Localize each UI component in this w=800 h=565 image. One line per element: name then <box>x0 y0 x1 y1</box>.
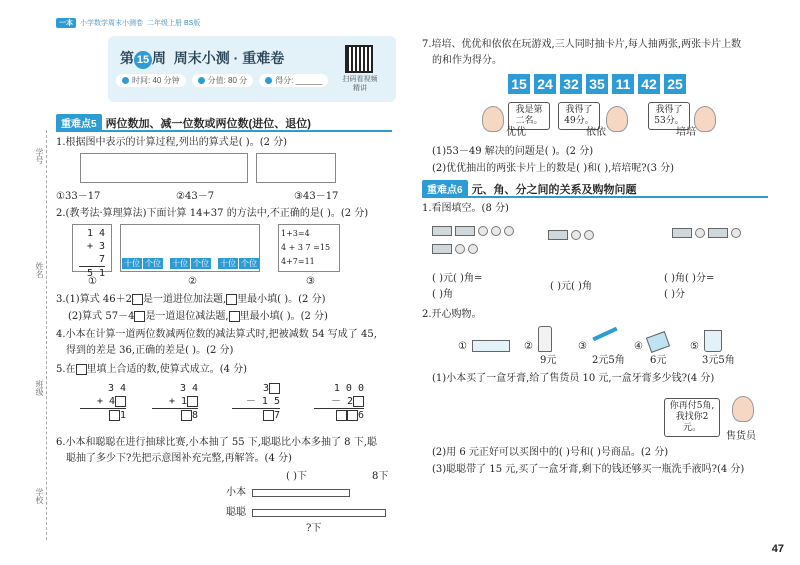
name-youyou: 优优 <box>506 127 526 138</box>
bubble-yiyi: 我得了49分。 <box>558 102 600 130</box>
banknote-icon <box>672 228 692 238</box>
q1-option-3[interactable]: ③43－17 <box>294 191 339 202</box>
q7-cards <box>508 74 690 94</box>
coin-icon <box>504 226 514 236</box>
card: 15 <box>508 74 530 94</box>
q7-sub-2: (2)优优抽出的两张卡片上的数是( )和( ),培培呢?(3 分) <box>432 163 675 174</box>
r2-text: 2.开心购物。 <box>422 309 482 320</box>
week-title: 第 15 周 周末小测 · 重难卷 <box>120 48 284 69</box>
q6-line-2: 聪抽了多少下?先把示意图补充完整,再解答。(4 分) <box>66 453 292 464</box>
banknote-icon <box>432 244 452 254</box>
r1-money-group-1 <box>432 226 514 236</box>
q3-box-a[interactable] <box>132 294 143 305</box>
r1-text: 1.看图填空。(8 分) <box>422 203 509 214</box>
week-number: 15 <box>134 51 152 69</box>
section-5-rule <box>56 130 392 132</box>
section-6-heading: 重难点6 元、角、分之间的关系及购物问题 <box>422 180 637 197</box>
q2-option-3[interactable]: ③ <box>306 276 315 287</box>
banknote-icon <box>432 226 452 236</box>
brand-logo: 一本 <box>56 18 76 28</box>
qr-caption: 扫码看视频精讲 <box>342 76 378 92</box>
r2-sub-2: (2)用 6 元正好可以买图中的( )号和( )号商品。(2 分) <box>432 447 669 458</box>
r1-money-group-2 <box>432 244 478 254</box>
series-title: 小学数学周末小测卷 <box>80 20 143 27</box>
q3-box-b[interactable] <box>226 294 237 305</box>
margin-name: 姓名 <box>35 262 44 278</box>
item-3-price: 2元5角 <box>592 355 625 366</box>
card: 11 <box>612 74 634 94</box>
item-2-num: ② <box>524 341 533 352</box>
q5-calc-1: 3 4 + 4 1 <box>80 382 126 422</box>
bubble-peipei: 我得了53分。 <box>648 102 690 130</box>
seller-icon <box>732 396 754 422</box>
q6-label-congcong: 聪聪 <box>226 507 246 518</box>
item-5-price: 3元5角 <box>702 355 735 366</box>
coin-icon <box>731 228 741 238</box>
q3-box-d[interactable] <box>229 311 240 322</box>
coin-icon <box>468 244 478 254</box>
banknote-icon <box>548 230 568 240</box>
toothpaste-icon[interactable] <box>472 340 510 352</box>
card: 35 <box>586 74 608 94</box>
banknote-icon <box>455 226 475 236</box>
seller-label: 售货员 <box>726 431 756 442</box>
header-strip <box>56 18 394 28</box>
card: 24 <box>534 74 556 94</box>
q7-line-2: 的和作为得分。 <box>432 55 502 66</box>
item-5-num: ⑤ <box>690 341 699 352</box>
girl-yiyi-icon <box>606 106 628 132</box>
item-1-num: ① <box>458 341 467 352</box>
q1-text: 1.根据图中表示的计算过程,列出的算式是( )。(2 分) <box>56 137 288 148</box>
q3-line-1: 3.(1)算式 46＋2 是一道进位加法题, 里最小填( )。(2 分) <box>56 294 326 305</box>
total-pill: 分值: 80 分 <box>192 74 254 87</box>
r1-fill-3[interactable]: ( )元( )角 <box>550 281 592 292</box>
q6-label-xiaoben: 小本 <box>226 487 246 498</box>
soap-bottle-icon[interactable] <box>538 326 552 352</box>
clock-icon <box>122 77 129 84</box>
q6-top-blank[interactable]: ( )下 <box>286 471 307 482</box>
card: 32 <box>560 74 582 94</box>
section-5-heading: 重难点5 两位数加、减一位数或两位数(进位、退位) <box>56 114 311 131</box>
q6-question-mark: ?下 <box>306 523 322 534</box>
q4-line-1: 4.小本在计算一道两位数减两位数的减法算式时,把被减数 54 写成了 45, <box>56 329 377 340</box>
coin-icon <box>584 230 594 240</box>
score-icon <box>198 77 205 84</box>
section-6-rule <box>422 196 768 198</box>
q4-line-2: 得到的差是 36,正确的差是( )。(2 分) <box>66 345 234 356</box>
time-pill: 时间: 40 分钟 <box>116 74 186 87</box>
q6-eight: 8下 <box>372 471 389 482</box>
card: 25 <box>664 74 686 94</box>
r1-fill-1[interactable]: ( )元( )角= <box>432 273 483 284</box>
q5-calc-2: 3 4 + 1 8 <box>152 382 198 422</box>
girl-peipei-icon <box>694 106 716 132</box>
q3-box-c[interactable] <box>134 311 145 322</box>
item-3-num: ③ <box>578 341 587 352</box>
card: 42 <box>638 74 660 94</box>
q3-line-2: (2)算式 57－4 是一道退位减法题, 里最小填( )。(2 分) <box>68 311 328 322</box>
q7-sub-1: (1)53－49 解决的问题是( )。(2 分) <box>432 146 594 157</box>
coin-icon <box>695 228 705 238</box>
quiz-title: 周末小测 · 重难卷 <box>173 50 285 66</box>
name-yiyi: 依依 <box>586 127 606 138</box>
r2-sub-3: (3)聪聪带了 15 元,买了一盒牙膏,剩下的钱还够买一瓶洗手液吗?(4 分) <box>432 464 745 475</box>
q6-bar-congcong[interactable] <box>252 509 386 517</box>
item-4-price: 6元 <box>650 355 667 366</box>
margin-class: 班级 <box>35 380 44 396</box>
page-number: 47 <box>771 543 784 555</box>
grade-label: 二年级上册 BS版 <box>147 20 201 27</box>
q1-option-1[interactable]: ①33－17 <box>56 191 101 202</box>
coin-icon <box>571 230 581 240</box>
r1-money-group-4 <box>672 228 752 238</box>
q2-option-1[interactable]: ① <box>88 276 97 287</box>
q2-text: 2.(教考法·算理算法)下面计算 14+37 的方法中,不正确的是( )。(2 分) <box>56 208 369 219</box>
r1-fill-4[interactable]: ( )角( )分= <box>664 273 715 284</box>
r1-fill-2[interactable]: ( )角 <box>432 289 453 300</box>
r2-sub-1: (1)小本买了一盒牙膏,给了售货员 10 元,一盒牙膏多少钱?(4 分) <box>432 373 715 384</box>
item-4-num: ④ <box>634 341 643 352</box>
coin-icon <box>478 226 488 236</box>
q6-bar-xiaoben <box>252 489 350 497</box>
q2-abacus-labels: 十位 个位 十位 个位 十位 个位 <box>124 259 257 268</box>
meta-row <box>116 74 328 87</box>
r1-money-group-3 <box>548 230 594 240</box>
q5-calc-3: 3 － 1 5 7 <box>232 382 280 422</box>
q1-option-2[interactable]: ②43－7 <box>176 191 215 202</box>
cut-line <box>46 130 47 540</box>
score-pill: 得分: ______ <box>259 74 328 87</box>
qr-code-icon[interactable] <box>345 45 373 73</box>
margin-school: 学校 <box>35 488 44 504</box>
q1-bead-diagram-b <box>256 153 336 183</box>
q2-option-2[interactable]: ② <box>188 276 197 287</box>
q5-box-hint <box>76 364 87 375</box>
bubble-youyou: 我是第二名。 <box>508 102 550 130</box>
item-2-price: 9元 <box>540 355 557 366</box>
q2-vertical-box: 1 4 + 3 7 5 1 <box>72 224 112 272</box>
q5-calc-4: 1 0 0 － 2 6 <box>314 382 364 422</box>
toothbrush-icon[interactable] <box>592 327 617 342</box>
seller-bubble: 你再付5角,我找你2元。 <box>664 398 720 437</box>
towel-icon[interactable] <box>646 331 670 353</box>
pen-icon <box>265 77 272 84</box>
r1-fill-5[interactable]: ( )分 <box>664 289 685 300</box>
q1-bead-diagram-a <box>80 153 248 183</box>
name-peipei: 培培 <box>676 127 696 138</box>
q6-line-1: 6.小本和聪聪在进行抽球比赛,小本抽了 55 下,聪聪比小本多抽了 8 下,聪 <box>56 437 377 448</box>
cup-icon[interactable] <box>704 330 722 352</box>
q7-line-1: 7.培培、优优和依依在玩游戏,三人同时抽卡片,每人抽两张,两张卡片上数 <box>422 39 742 50</box>
q2-equation-box: 1+3=4 4 + 3 7 =15 4+7=11 <box>278 224 340 272</box>
girl-youyou-icon <box>482 106 504 132</box>
banknote-icon <box>708 228 728 238</box>
coin-icon <box>491 226 501 236</box>
margin-id: 学号 <box>35 148 44 164</box>
coin-icon <box>455 244 465 254</box>
q5-text: 5.在 里填上合适的数,使算式成立。(4 分) <box>56 364 248 375</box>
